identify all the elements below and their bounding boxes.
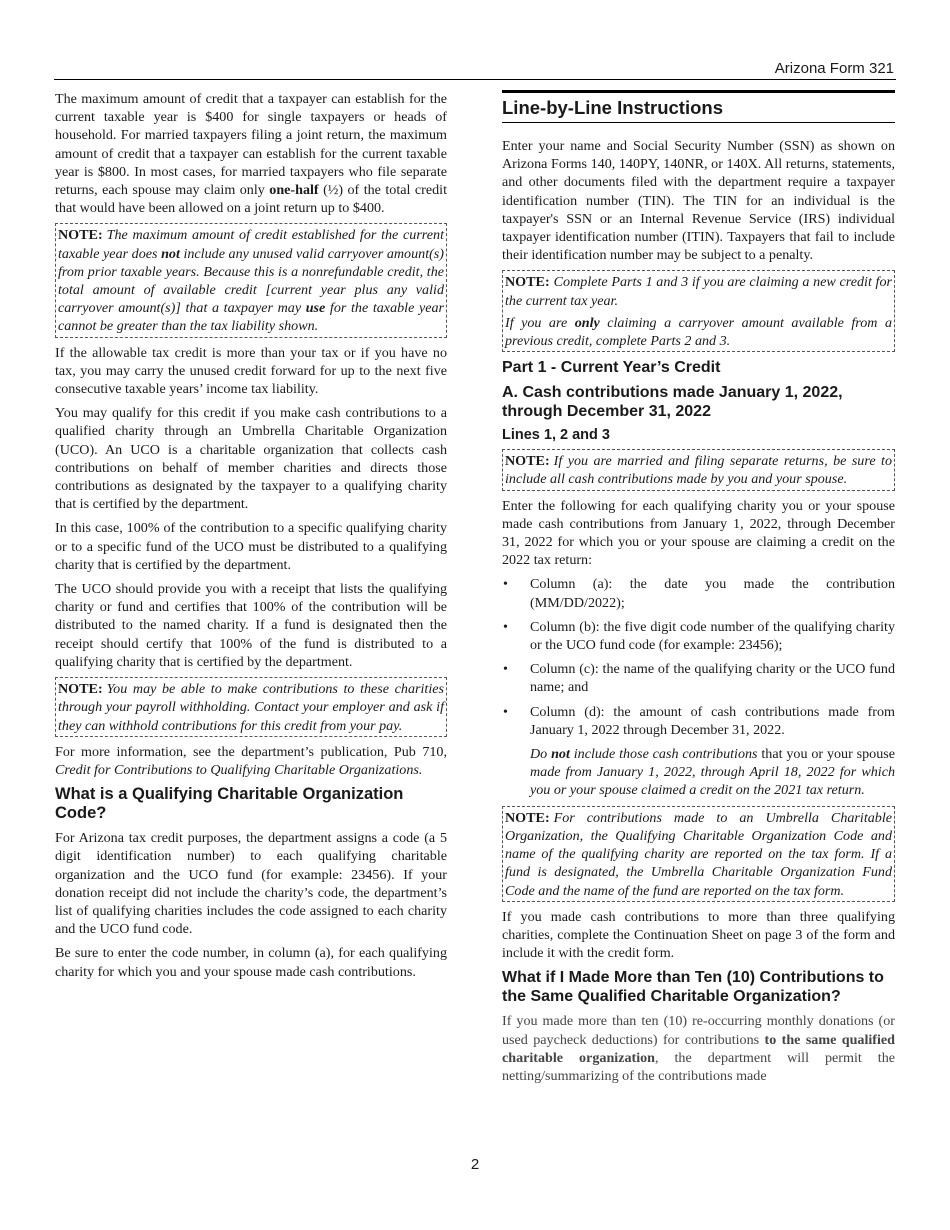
paragraph-exclusion: Do not include those cash contributions that you or your spouse made from January 1, 2022, through April 18, 2022 for which you or your spouse claimed a credit on the 2021 tax return. (530, 746, 895, 799)
note-label: NOTE: (505, 453, 550, 470)
note-box-parts: NOTE: Complete Parts 1 and 3 if you are claiming a new credit for the current tax year. If you are only claiming a carryover amount available from a previous credit, complete Parts 2 and 3. (502, 270, 895, 352)
heading-qco-code: What is a Qualifying Charitable Organization Code? (55, 785, 404, 823)
paragraph-max-credit: The maximum amount of credit that a taxpayer can establish for the current taxable year is $400 for single taxpayers or heads of household. For married taxpayers filing a joint return, the maximum amount of credit that a taxpayer can establish for the current taxable year is $800. In most cases, for married taxpayers who file separate returns, each spouse may claim only one-half (½) of the total credit that would have been allowed on a joint return up to $400. (55, 91, 447, 217)
paragraph-uco: You may qualify for this credit if you make cash contributions to a qualified charity through an Umbrella Charitable Organization (UCO). An UCO is a charitable organization that collects cash contributions on behalf of member charities and directs those contributions as designated by the taxpayer to a qualifying charity that is certified by the department. (55, 405, 447, 513)
list-item: • Column (a): the date you made the contribution (MM/DD/2022); (503, 576, 895, 611)
header-rule (54, 79, 896, 80)
heading-cash-contributions: A. Cash contributions made January 1, 2022, through December 31, 2022 (502, 384, 843, 421)
heading-ten-contributions: What if I Made More than Ten (10) Contributions to the Same Qualified Charitable Organization? (502, 969, 884, 1006)
note-label: NOTE: (505, 274, 550, 291)
paragraph-distribution: In this case, 100% of the contribution to a specific qualifying charity or to a specific fund of the UCO must be distributed to a qualifying charity that is certified by the department. (55, 520, 447, 573)
note-box-carryover: NOTE: The maximum amount of credit established for the current taxable year does not include any unused valid carryover amount(s) from prior taxable years. Because this is a nonrefundable credit, the total amount of available credit [current year plus any valid carryover amount(s)] that a taxpayer may use for the taxable year cannot be greater than the tax liability shown. (55, 223, 447, 337)
paragraph-more-info: For more information, see the department’s publication, Pub 710, Credit for Contributions to Qualifying Charitable Organizations. (55, 743, 447, 778)
column-list (502, 575, 895, 739)
list-item: • Column (b): the five digit code number of the qualifying charity or the UCO fund code (for example: 23456); (503, 618, 895, 654)
right-column (502, 90, 895, 1091)
left-column (55, 90, 447, 987)
heading-part1: Part 1 - Current Year’s Credit (502, 359, 721, 377)
paragraph-code-assignment: For Arizona tax credit purposes, the department assigns a code (a 5 digit identification number) to each qualifying charitable organization and the UCO fund (for example: 23456). If your donation receipt did not include the charity’s code, the department’s list of qualifying charities includes the code assigned to each charity and the UCO fund code. (55, 830, 447, 938)
heading-lines: Lines 1, 2 and 3 (502, 427, 610, 444)
paragraph-enter-following: Enter the following for each qualifying charity you or your spouse made cash contributions from January 1, 2022, through December 31, 2022 for which you or your spouse are claiming a credit on the 2022 tax return: (502, 497, 895, 569)
page-number: 2 (470, 1156, 480, 1173)
bullet-icon: • (503, 661, 508, 678)
paragraph-enter-code: Be sure to enter the code number, in column (a), for each qualifying charity for which you and your spouse made cash contributions. (55, 945, 447, 980)
note-label: NOTE: (505, 809, 550, 826)
form-title: Arizona Form 321 (774, 60, 894, 77)
paragraph-carry-forward: If the allowable tax credit is more than your tax or if you have no tax, you may carry the unused credit forward for up to the next five consecutive taxable years’ income tax liability. (55, 344, 447, 398)
paragraph-receipt: The UCO should provide you with a receipt that lists the qualifying charity or fund and certifies that 100% of the contribution will be distributed to the named charity. If a fund is designated then the receipt should certify that 100% of the fund is distributed to a qualifying charity that is certified by the department. (55, 581, 447, 670)
bullet-icon: • (503, 618, 508, 635)
note-label: NOTE: (58, 681, 103, 698)
list-item: • Column (c): the name of the qualifying charity or the UCO fund name; and (503, 661, 895, 696)
note-box-uco-code: NOTE: For contributions made to an Umbrella Charitable Organization, the Qualifying Charitable Organization Code and name of the qualifying charity are reported on the tax form. If a fund is designated, the Umbrella Charitable Organization Fund Code and the name of the fund are reported on the tax form. (502, 806, 895, 902)
section-title: Line-by-Line Instructions (502, 90, 895, 123)
paragraph-ssn: Enter your name and Social Security Number (SSN) as shown on Arizona Forms 140, 140PY, 140NR, or 140X. All returns, statements, and other documents filed with the department require a taxpayer identification number (TIN). The TIN for an individual is the taxpayer's SSN or an Internal Revenue Service (IRS) individual taxpayer identification number (ITIN). Taxpayers that fail to include their identification number may be subject to a penalty. (502, 138, 895, 264)
note-box-married: NOTE: If you are married and filing separate returns, be sure to include all cash contributions made by you and your spouse. (502, 449, 895, 490)
note-box-payroll: NOTE: You may be able to make contributions to these charities through your payroll withholding. Contact your employer and ask if they can withhold contributions for this credit from your pay. (55, 677, 447, 737)
paragraph-netting: If you made more than ten (10) re-occurring monthly donations (or used paycheck deductions) for contributions to the same qualified charitable organization, the department will permit the netting/summarizing of the contributions made (502, 1013, 895, 1084)
paragraph-continuation: If you made cash contributions to more than three qualifying charities, complete the Continuation Sheet on page 3 of the form and include it with the credit form. (502, 908, 895, 962)
bullet-icon: • (503, 576, 508, 593)
bullet-icon: • (503, 703, 508, 720)
list-item: • Column (d): the amount of cash contributions made from January 1, 2022 through December 31, 2022. (503, 703, 895, 738)
note-label: NOTE: (58, 227, 103, 244)
